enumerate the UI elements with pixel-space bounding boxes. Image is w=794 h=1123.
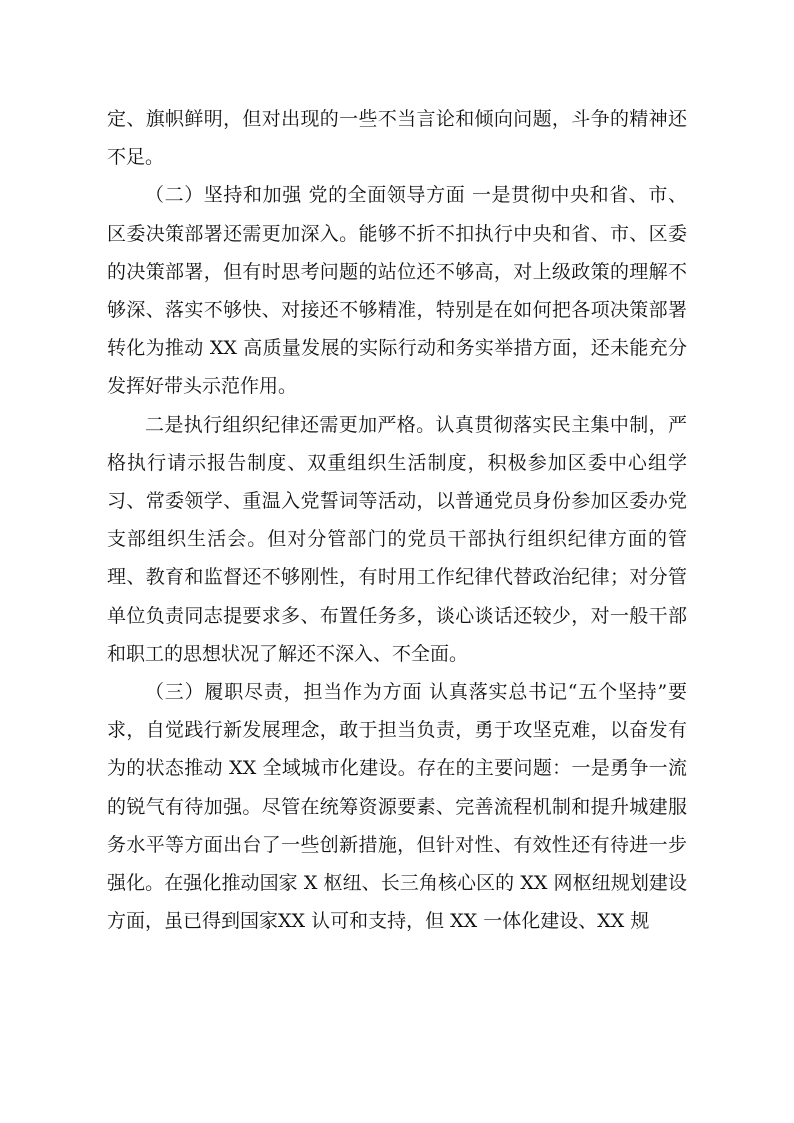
paragraph-organizational-discipline: 二是执行组织纪律还需更加严格。认真贯彻落实民主集中制，严格执行请示报告制度、双重组织生活制度，积极参加区委中心组学习、常委领学、重温入党誓词等活动，以普通党员身份参加区委办党支部组织生活会。但对分管部门的党员干部执行组织纪律方面的管理、教育和监督还不够刚性，有时用工作纪律代替政治纪律；对分管单位负责同志提要求多、布置任务多，谈心谈话还较少，对一般干部和职工的思想状况了解还不深入、不全面。 <box>107 413 687 665</box>
document-body <box>107 100 687 940</box>
paragraph-party-leadership: （二）坚持和加强 党的全面领导方面 一是贯彻中央和省、市、区委决策部署还需更加深入。能够不折不扣执行中央和省、市、区委的决策部署，但有时思考问题的站位还不够高，对上级政策的理解不够深、落实不够快、对接还不够精准，特别是在如何把各项决策部署转化为推动 XX 高质量发展的实际行动和务实举措方面，还未能充分发挥好带头示范作用。 <box>107 184 687 398</box>
paragraph-duty-performance: （三）履职尽责，担当作为方面 认真落实总书记“五个坚持”要求，自觉践行新发展理念，敢于担当负责，勇于攻坚克难，以奋发有为的状态推动 XX 全域城市化建设。存在的主要问题：一是勇争一流的锐气有待加强。尽管在统筹资源要素、完善流程机制和提升城建服务水平等方面出台了一些创新措施，但针对性、有效性还有待进一步强化。在强化推动国家 X 枢纽、长三角核心区的 XX 网枢纽规划建设方面，虽已得到国家XX 认可和支持，但 XX 一体化建设、XX 规 <box>107 681 687 933</box>
paragraph-continuation: 定、旗帜鲜明，但对出现的一些不当言论和倾向问题，斗争的精神还不足。 <box>107 108 687 169</box>
